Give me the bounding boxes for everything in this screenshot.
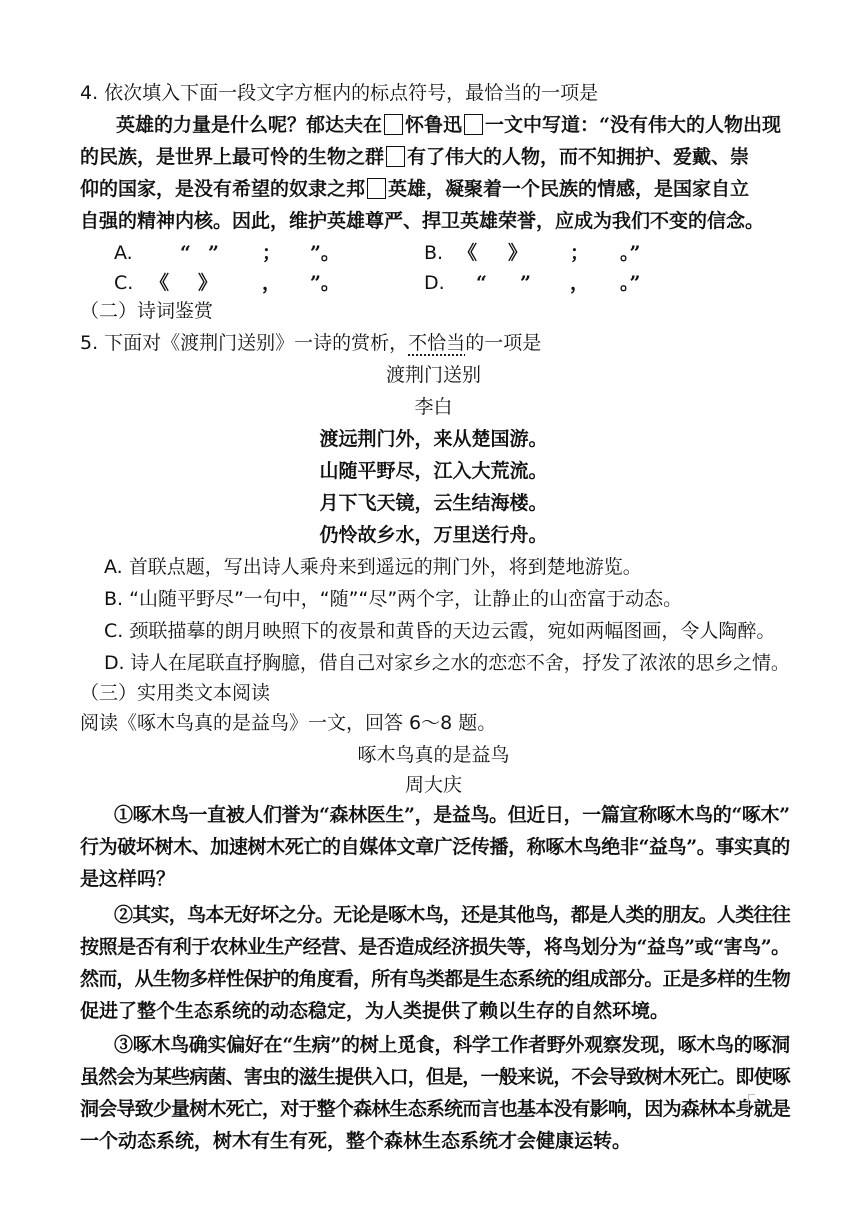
q4-option-b-p2: 》 [508,242,528,264]
q4-stem: 4. 依次填入下面一段文字方框内的标点符号，最恰当的一项是 [80,82,599,104]
blank-box-4 [367,178,386,199]
poem-line-4: 仍怜故乡水，万里送行舟。 [319,524,548,546]
article-line-7: 促进了整个生态系统的动态稳定，为人类提供了赖以生存的自然环境。 [80,1000,670,1022]
q4-option-b-p3: ； [570,242,590,264]
article-line-3: 是这样吗？ [80,868,176,890]
article-line-1: ①啄木鸟一直被人们誉为“森林医生”，是益鸟。但近日，一篇宣称啄木鸟的“啄木” [114,804,790,826]
article-line-10: 洞会导致少量树木死亡，对于整个森林生态系统而言也基本没有影响，因为森林本身就是 [80,1098,791,1120]
q5-option-c: C. 颈联描摹的朗月映照下的夜景和黄昏的天边云霞，宛如两幅图画，令人陶醉。 [104,620,776,642]
q4-option-c-p4: ”。 [310,272,340,294]
reading-intro: 阅读《啄木鸟真的是益鸟》一文，回答 6～8 题。 [80,712,497,734]
article-line-11: 一个动态系统，树木有生有死，整个森林生态系统才会健康运转。 [80,1130,632,1152]
poem-title: 渡荆门送别 [385,364,481,386]
article-line-2: 行为破坏树木、加速树木死亡的自媒体文章广泛传播，称啄木鸟绝非“益鸟”。事实真的 [80,836,790,858]
q4-l2-text-a: 的民族，是世界上最可怜的生物之群 [80,146,385,168]
q5-option-b: B. “山随平野尽”一句中，“随”“尽”两个字，让静止的山峦富于动态。 [104,588,683,610]
poem-line-1: 渡远荆门外，来从楚国游。 [319,428,548,450]
scan-corner-mark [748,1094,755,1111]
poem-author: 李白 [414,396,453,418]
q4-l2-text-b: 有了伟大的人物，而不知拥护、爱戴、崇 [407,146,750,168]
q4-l3-text-b: 英雄，凝聚着一个民族的情感，是国家自立 [388,178,750,200]
q4-option-c-p1: 《 [150,272,170,294]
article-line-8: ③啄木鸟确实偏好在“生病”的树上觅食，科学工作者野外观察发现，啄木鸟的啄洞 [114,1034,790,1056]
article-author: 周大庆 [404,774,462,796]
poem-line-2: 山随平野尽，江入大荒流。 [319,460,548,482]
q5-stem-a: 5. 下面对《渡荆门送别》一诗的赏析， [80,332,409,354]
q4-option-b-p4: 。” [620,242,641,264]
article-line-6: 然而，从生物多样性保护的角度看，所有鸟类都是生态系统的组成部分。正是多样的生物 [80,968,791,990]
q4-option-c-p3: ， [262,272,282,294]
article-line-5: 按照是否有利于农林业生产经营、是否造成经济损失等，将鸟划分为“益鸟”或“害鸟”。 [80,936,790,958]
q4-option-c-p2: 》 [198,272,218,294]
q4-l1-text-b: 怀鲁迅 [405,114,463,136]
q4-option-d-p2: ” [520,272,531,294]
q4-option-d-label: D. [424,272,445,294]
q4-passage-line-2 [80,142,749,172]
q4-option-d-p3: ， [570,272,590,294]
q4-option-b-p1: 《 [458,242,478,264]
q4-l3-text-a: 仰的国家，是没有希望的奴隶之邦 [80,178,366,200]
blank-box-3 [386,146,405,167]
q4-option-a-p3: ； [262,242,282,264]
article-line-9: 虽然会为某些病菌、害虫的滋生提供入口，但是，一般来说，不会导致树木死亡。即使啄 [80,1066,791,1088]
q4-passage-line-1 [116,110,781,140]
article-title: 啄木鸟真的是益鸟 [357,744,510,766]
q4-passage-line-4: 自强的精神内核。因此，维护英雄尊严、捍卫英雄荣誉，应成为我们不变的信念。 [80,210,765,232]
q5-stem [80,328,541,358]
q4-l1-text-c: 一文中写道：“没有伟大的人物出现 [485,114,781,136]
q5-stem-c: 的一项是 [465,332,542,354]
section-heading-poetry: （二）诗词鉴赏 [80,300,214,322]
q4-option-d-p4: 。” [620,272,641,294]
q5-stem-emphasis: 不恰当 [408,332,466,354]
poem-line-3: 月下飞天镜，云生结海楼。 [319,492,548,514]
section-heading-reading: （三）实用类文本阅读 [80,682,271,704]
q4-option-c-label: C. [114,272,134,294]
q4-option-a-p2: ” [208,242,219,264]
q4-passage-line-3 [80,174,749,204]
q4-option-a-label: A. [114,242,133,264]
q4-option-d-p1: “ [476,272,487,294]
blank-box-2 [464,114,483,135]
q4-option-a-p1: “ [180,242,191,264]
q4-option-b-label: B. [424,242,444,264]
blank-box-1 [384,114,403,135]
q4-option-a-p4: ”。 [310,242,340,264]
q4-l1-text-a: 英雄的力量是什么呢？郁达夫在 [116,114,383,136]
q5-option-d: D. 诗人在尾联直抒胸臆，借自己对家乡之水的恋恋不舍，抒发了浓浓的思乡之情。 [104,652,790,674]
article-line-4: ②其实，鸟本无好坏之分。无论是啄木鸟，还是其他鸟，都是人类的朋友。人类往往 [114,904,791,926]
q5-option-a: A. 首联点题，写出诗人乘舟来到遥远的荆门外，将到楚地游览。 [104,556,642,578]
